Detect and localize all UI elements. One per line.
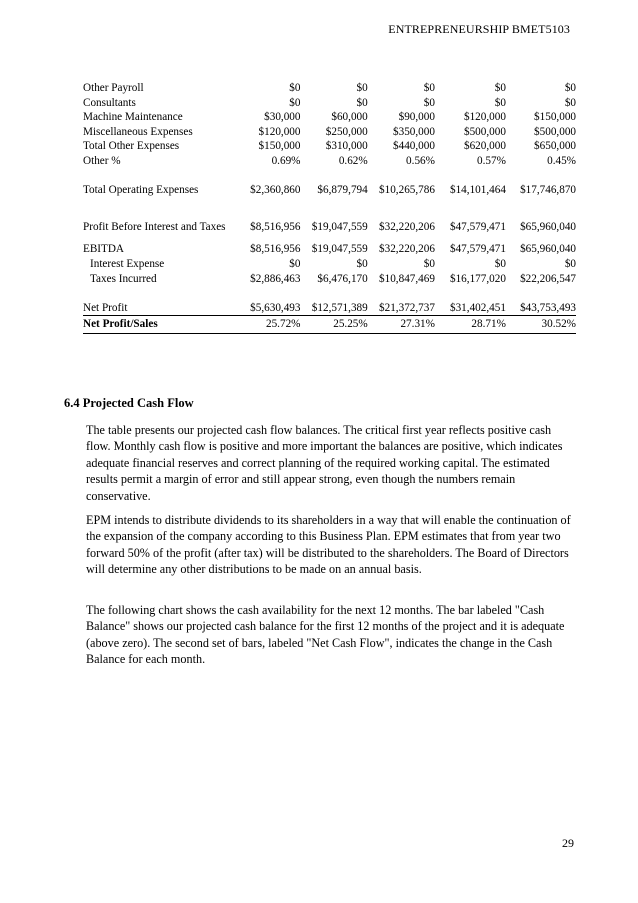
running-header: ENTREPRENEURSHIP BMET5103 xyxy=(388,22,570,36)
cell-value: $0 xyxy=(564,257,576,270)
cell-value: 25.72% xyxy=(237,316,300,334)
table-row xyxy=(83,125,576,140)
row-label: Machine Maintenance xyxy=(83,111,183,124)
cell-value: $19,047,559 xyxy=(311,221,368,234)
income-statement-table xyxy=(83,81,576,334)
cell-value: $650,000 xyxy=(534,140,576,153)
table-row xyxy=(83,96,576,111)
cell-value: $620,000 xyxy=(463,140,506,153)
row-label: Total Other Expenses xyxy=(83,140,180,153)
cell-value: $0 xyxy=(494,96,506,109)
cell-value: $10,847,469 xyxy=(379,272,435,285)
cell-value: $31,402,451 xyxy=(449,301,506,314)
cell-value: $5,630,493 xyxy=(250,301,301,314)
cell-value: 28.71% xyxy=(435,316,506,334)
cell-value: $0 xyxy=(289,96,301,109)
row-label: Net Profit/Sales xyxy=(83,316,237,334)
cell-value: $10,265,786 xyxy=(379,184,435,197)
cell-value: 0.57% xyxy=(477,154,506,167)
cell-value: $43,753,493 xyxy=(520,301,576,314)
table-row xyxy=(83,81,576,96)
table-row xyxy=(83,301,576,316)
cell-value: 0.45% xyxy=(547,154,576,167)
row-label: Total Operating Expenses xyxy=(83,184,199,197)
paragraph: EPM intends to distribute dividends to its shareholders in a way that will enable the continuation of the expansion of the company according to this Business Plan. EPM estimates that from year two forward 50% of the profit (after tax) will be distributed to the shareholders. The Board of Directors will determine any other distributions to be made on an annual basis. xyxy=(86,513,571,577)
table-row xyxy=(83,242,576,257)
cell-value: $19,047,559 xyxy=(311,243,368,256)
cell-value: 25.25% xyxy=(300,316,367,334)
cell-value: $500,000 xyxy=(534,125,576,138)
cell-value: $8,516,956 xyxy=(250,221,301,234)
cell-value: $0 xyxy=(423,96,435,109)
cell-value: $65,960,040 xyxy=(520,243,576,256)
cell-value: $21,372,737 xyxy=(379,301,435,314)
cell-value: 27.31% xyxy=(368,316,435,334)
cell-value: $30,000 xyxy=(264,111,301,124)
cell-value: $6,879,794 xyxy=(317,184,368,197)
spacer-row xyxy=(83,286,576,301)
cell-value: $150,000 xyxy=(534,111,576,124)
cell-value: $0 xyxy=(289,257,301,270)
cell-value: $32,220,206 xyxy=(379,243,435,256)
row-label: Taxes Incurred xyxy=(90,272,157,285)
cell-value: $440,000 xyxy=(393,140,435,153)
cell-value: $150,000 xyxy=(258,140,301,153)
cell-value: $0 xyxy=(494,257,506,270)
cell-value: $0 xyxy=(423,82,435,94)
table-row xyxy=(83,272,576,287)
cell-value: $0 xyxy=(494,82,506,94)
cell-value: $0 xyxy=(289,82,301,94)
table-row xyxy=(83,110,576,125)
page-number: 29 xyxy=(562,836,574,850)
cell-value: 0.56% xyxy=(406,154,435,167)
cell-value: $120,000 xyxy=(463,111,506,124)
cell-value: $60,000 xyxy=(331,111,368,124)
cell-value: $14,101,464 xyxy=(449,184,506,197)
table-row xyxy=(83,139,576,154)
row-label: Net Profit xyxy=(83,301,128,314)
spacer-row xyxy=(83,169,576,184)
table-row xyxy=(83,257,576,272)
paragraph: The table presents our projected cash flow balances. The critical first year reflects positive cash flow. Monthly cash flow is positive and more important the balances are positive, which indicates adequate financial reserves and correct planning of the required working capital. The estimated results permit a margin of error and still appear strong, even though the numbers remain conservative. xyxy=(86,423,563,503)
paragraph: The following chart shows the cash availability for the next 12 months. The bar labeled "Cash Balance" shows our projected cash balance for the first 12 months of the project and it is adequate (above zero). The second set of bars, labeled "Net Cash Flow", indicates the change in the Cash Balance for each month. xyxy=(86,603,565,667)
cell-value: $16,177,020 xyxy=(449,272,506,285)
cell-value: $17,746,870 xyxy=(520,184,576,197)
cell-value: $250,000 xyxy=(325,125,368,138)
cell-value: $32,220,206 xyxy=(379,221,435,234)
table-row xyxy=(83,212,576,242)
cell-value: $0 xyxy=(356,82,368,94)
cell-value: $8,516,956 xyxy=(250,243,301,256)
cell-value: $0 xyxy=(356,96,368,109)
cell-value: $500,000 xyxy=(463,125,506,138)
cell-value: $90,000 xyxy=(398,111,435,124)
row-label: EBITDA xyxy=(83,243,125,256)
cell-value: $6,476,170 xyxy=(317,272,368,285)
row-label: Profit Before Interest and Taxes xyxy=(83,220,226,233)
cell-value: $0 xyxy=(564,82,576,94)
row-label: Other % xyxy=(83,154,121,167)
cell-value: $12,571,389 xyxy=(311,301,368,314)
cell-value: $0 xyxy=(564,96,576,109)
cell-value: $120,000 xyxy=(258,125,301,138)
row-label: Other Payroll xyxy=(83,82,144,94)
cell-value: 0.69% xyxy=(271,154,301,167)
cell-value: 30.52% xyxy=(506,316,576,334)
row-label: Consultants xyxy=(83,96,136,109)
cell-value: $2,360,860 xyxy=(250,184,301,197)
row-label: Interest Expense xyxy=(90,257,165,270)
cell-value: $2,886,463 xyxy=(250,272,301,285)
table-row xyxy=(83,183,576,198)
table-row xyxy=(83,154,576,169)
table-row-total xyxy=(83,316,576,334)
cell-value: $65,960,040 xyxy=(520,221,576,234)
section-heading: 6.4 Projected Cash Flow xyxy=(64,396,194,410)
cell-value: $22,206,547 xyxy=(520,272,576,285)
cell-value: $0 xyxy=(423,257,435,270)
cell-value: $47,579,471 xyxy=(449,221,506,234)
cell-value: $350,000 xyxy=(393,125,435,138)
cell-value: 0.62% xyxy=(338,154,368,167)
cell-value: $310,000 xyxy=(325,140,368,153)
cell-value: $0 xyxy=(356,257,368,270)
cell-value: $47,579,471 xyxy=(449,243,506,256)
spacer-row xyxy=(83,198,576,213)
row-label: Miscellaneous Expenses xyxy=(83,125,193,138)
